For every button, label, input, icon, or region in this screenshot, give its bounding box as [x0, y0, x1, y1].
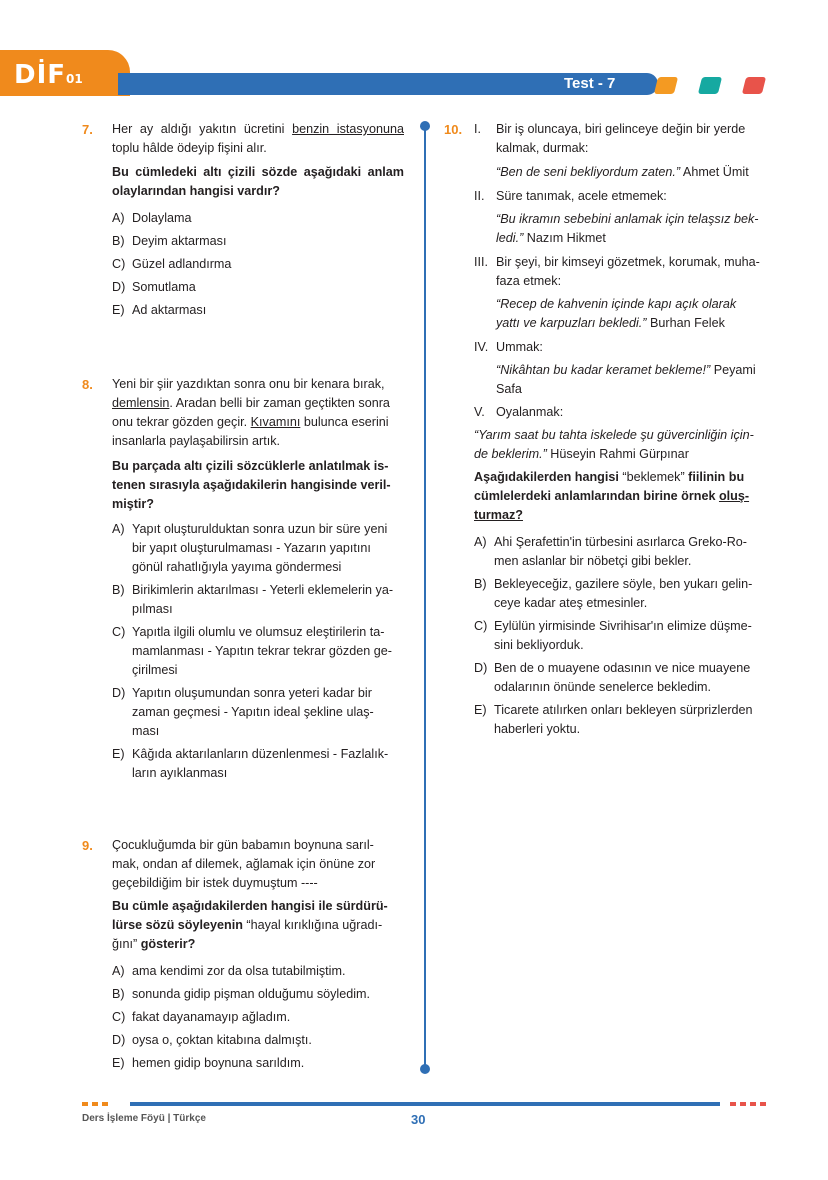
page-number: 30 — [411, 1112, 426, 1127]
option-text: oysa o, çoktan kitabına dalmıştı. — [132, 1033, 312, 1047]
question-9-number: 9. — [82, 838, 93, 853]
footer-bar — [130, 1102, 720, 1106]
question-9-stem: Çocukluğumda bir gün babamın boynuna sarıl- mak, ondan af dilemek, ağlamak için önüne zor geçebildiğim bir istek duymuştum ---- — [112, 838, 376, 890]
option-text: Dolaylama — [132, 211, 192, 225]
option-text: Bekleyeceğiz, gazilere söyle, ben yukarı gelin- ceye kadar ateş etmesinler. — [494, 577, 753, 610]
option-letter: B) — [112, 583, 125, 597]
question-8-number: 8. — [82, 377, 93, 392]
option-letter: B) — [112, 234, 125, 248]
option-letter: A) — [474, 535, 487, 549]
option-letter: D) — [112, 280, 126, 294]
option-text: Ad aktarması — [132, 303, 207, 317]
option-letter: D) — [112, 1033, 126, 1047]
option-text: Yapıt oluşturulduktan sonra uzun bir süre yeni bir yapıt oluşturulmaması - Yazarın yapıtını gönül rahatlığıyla yayıma göndermesi — [132, 522, 388, 574]
option-letter: C) — [112, 1010, 126, 1024]
question-10-number: 10. — [444, 122, 463, 137]
question-8-stem: Yeni bir şiir yazdıktan sonra onu bir kenara bırak, demlensin. Aradan belli bir zaman geçtikten sonra onu tekrar gözden geçir. Kıvamını bulunca eserini insanlarla paylaşabilirsin artık. — [112, 377, 390, 448]
option-letter: C) — [112, 257, 126, 271]
option-letter: C) — [474, 619, 488, 633]
option-text: Ticarete atılırken onları bekleyen sürprizlerden haberleri yoktu. — [494, 703, 753, 736]
option-letter: D) — [112, 686, 126, 700]
option-letter: A) — [112, 964, 125, 978]
option-letter: E) — [474, 703, 487, 717]
option-text: Somutlama — [132, 280, 196, 294]
option-text: Birikimlerin aktarılması - Yeterli eklemelerin ya- pılması — [132, 583, 394, 616]
option-text: Ben de o muayene odasının ve nice muayene odalarının önünde senelerce bekledim. — [494, 661, 751, 694]
option-letter: B) — [112, 987, 125, 1001]
question-8-prompt: Bu parçada altı çizili sözcüklerle anlatılmak is- tenen sırasıyla aşağıdakilerin hangisinde veril- miştir? — [112, 459, 391, 511]
option-text: Güzel adlandırma — [132, 257, 232, 271]
left-column: 7. Her ay aldığı yakıtın ücretini benzin istasyonuna toplu hâlde ödeyip fişini alır. Bu cümledeki altı çizili sözde aşağıdaki anlam olaylarından hangisi vardır? A) Dolaylama B) Deyim aktarması C) Güzel adlandırma D) Somutlama E) Ad aktarması 8. Yeni bir şiir yazdıktan sonra onu bir kenara bırak, demlensin. Aradan belli bir zaman geçtikten sonra onu tekrar gözden geçir. Kıvamını bulunca eserini insanlarla paylaşabilirsin artık. Bu parçada altı çizili sözcüklerle anlatılmak is- tenen sırasıyla aşağıdakilerin hangisinde veril- miştir? A) Yapıt oluşturulduktan sonra uzun bir süre yeni bir yapıt oluşturulmaması - Yazarın yapıtını gönül rahatlığıyla yayıma göndermesi B) Birikimlerin aktarılması - Yeterli eklemelerin ya- pılması C) Yapıtla ilgili olumlu ve olumsuz eleştirilerin ta- mamlanması - Yapıtın tekrar tekrar gözden ge- çirilmesi D) Yapıtın oluşumundan sonra yeteri kadar bir zaman geçmesi - Yapıtın ideal şekline ulaş- ması E) Kâğıda aktarılanların düzenlenmesi - Fazlalık- ların ayıklanması 9. Çocukluğumda bir gün babamın boynuna sarıl- mak, ondan af dilemek, ağlamak için önüne zor geçebildiğim bir istek duymuştum ---- Bu cümle aşağıdakilerden hangisi ile sürdürü- lürse sözü söyleyenin “hayal kırıklığına uğradı- ğını” gösterir? A) ama kendimi zor da olsa tutabilmiştim. B) sonunda gidip pişman olduğumu söyledim. C) fakat dayanamayıp ağladım. D) oysa o, çoktan kitabına dalmıştı. E) hemen gidip boynuna sarıldım. 10. I. Bir iş oluncaya, biri gelinceye değin bir yerde kalmak, durmak: “Ben de seni bekliyordum zaten.” Ahmet Ümit II. Süre tanımak, acele etmemek: “Bu ikramın sebebini anlamak için telaşsız bek- ledi.” Nazım Hikmet III. Bir şeyi, bir kimseyi gözetmek, korumak, muha- faza etmek: “Recep de kahvenin içinde kapı açık olarak yattı ve karpuzları bekledi.” Burhan Felek IV. Ummak: “Nikâhtan bu kadar keramet bekleme!” Peyami Safa V. Oyalanmak: “Yarım saat bu tahta iskelede şu güvercinliğin için- de beklerim.” Hüseyin Rahmi Gürpınar Aşağıdakilerden hangisi “beklemek” fiilinin bu cümlelerdeki anlamlarından birine örnek oluş- turmaz? A) Ahi Şerafettin'in türbesini asırlarca Greko-Ro- men aslanlar bir nöbetçi gibi bekler. B) Bekleyeceğiz, gazilere söyle, ben yukarı gelin- ceye kadar ateş etmesinler. C) Eylülün yirmisinde Sivrihisar'ın elimize düşme- sini bekliyorduk. D) Ben de o muayene odasının ve nice muayene odalarının önünde senelerce bekledim. E) Ticarete atılırken onları bekleyen sürprizlerden haberleri yoktu. — [0, 0, 828, 1100]
option-text: hemen gidip boynuna sarıldım. — [132, 1056, 305, 1070]
footer-text: Ders İşleme Föyü | Türkçe — [82, 1113, 206, 1124]
option-text: sonunda gidip pişman olduğumu söyledim. — [132, 987, 371, 1001]
footer-dashes-right — [730, 1102, 766, 1106]
option-text: Ahi Şerafettin'in türbesini asırlarca Greko-Ro- men aslanlar bir nöbetçi gibi bekler. — [494, 535, 747, 568]
question-7-prompt: Bu cümledeki altı çizili sözde aşağıdaki anlam olaylarından hangisi vardır? — [112, 165, 404, 198]
option-letter: B) — [474, 577, 487, 591]
option-letter: E) — [112, 1056, 125, 1070]
question-7-number: 7. — [82, 122, 93, 137]
question-10-prompt: Aşağıdakilerden hangisi “beklemek” fiilinin bu cümlelerdeki anlamlarından birine örnek oluş- turmaz? — [474, 470, 750, 522]
test-title: Test - 7 — [564, 75, 616, 92]
option-letter: A) — [112, 522, 125, 536]
option-letter: E) — [112, 303, 125, 317]
option-text: Yapıtla ilgili olumlu ve olumsuz eleştirilerin ta- mamlanması - Yapıtın tekrar tekrar gözden ge- çirilmesi — [132, 625, 392, 677]
option-letter: C) — [112, 625, 126, 639]
question-9-prompt: Bu cümle aşağıdakilerden hangisi ile sürdürü- lürse sözü söyleyenin “hayal kırıklığına uğradı- ğını” gösterir? — [112, 899, 388, 951]
footer-dashes-left — [82, 1102, 112, 1106]
option-text: ama kendimi zor da olsa tutabilmiştim. — [132, 964, 346, 978]
option-letter: E) — [112, 747, 125, 761]
option-letter: A) — [112, 211, 125, 225]
logo: DİF01 — [14, 60, 83, 90]
option-text: fakat dayanamayıp ağladım. — [132, 1010, 291, 1024]
option-text: Yapıtın oluşumundan sonra yeteri kadar bir zaman geçmesi - Yapıtın ideal şekline ulaş- ması — [132, 686, 374, 738]
option-letter: D) — [474, 661, 488, 675]
option-text: Kâğıda aktarılanların düzenlenmesi - Fazlalık- ların ayıklanması — [132, 747, 389, 780]
option-text: Eylülün yirmisinde Sivrihisar'ın elimize düşme- sini bekliyorduk. — [494, 619, 752, 652]
option-text: Deyim aktarması — [132, 234, 227, 248]
question-7-stem: Her ay aldığı yakıtın ücretini benzin istasyonuna toplu hâlde ödeyip fişini alır. — [112, 122, 404, 155]
